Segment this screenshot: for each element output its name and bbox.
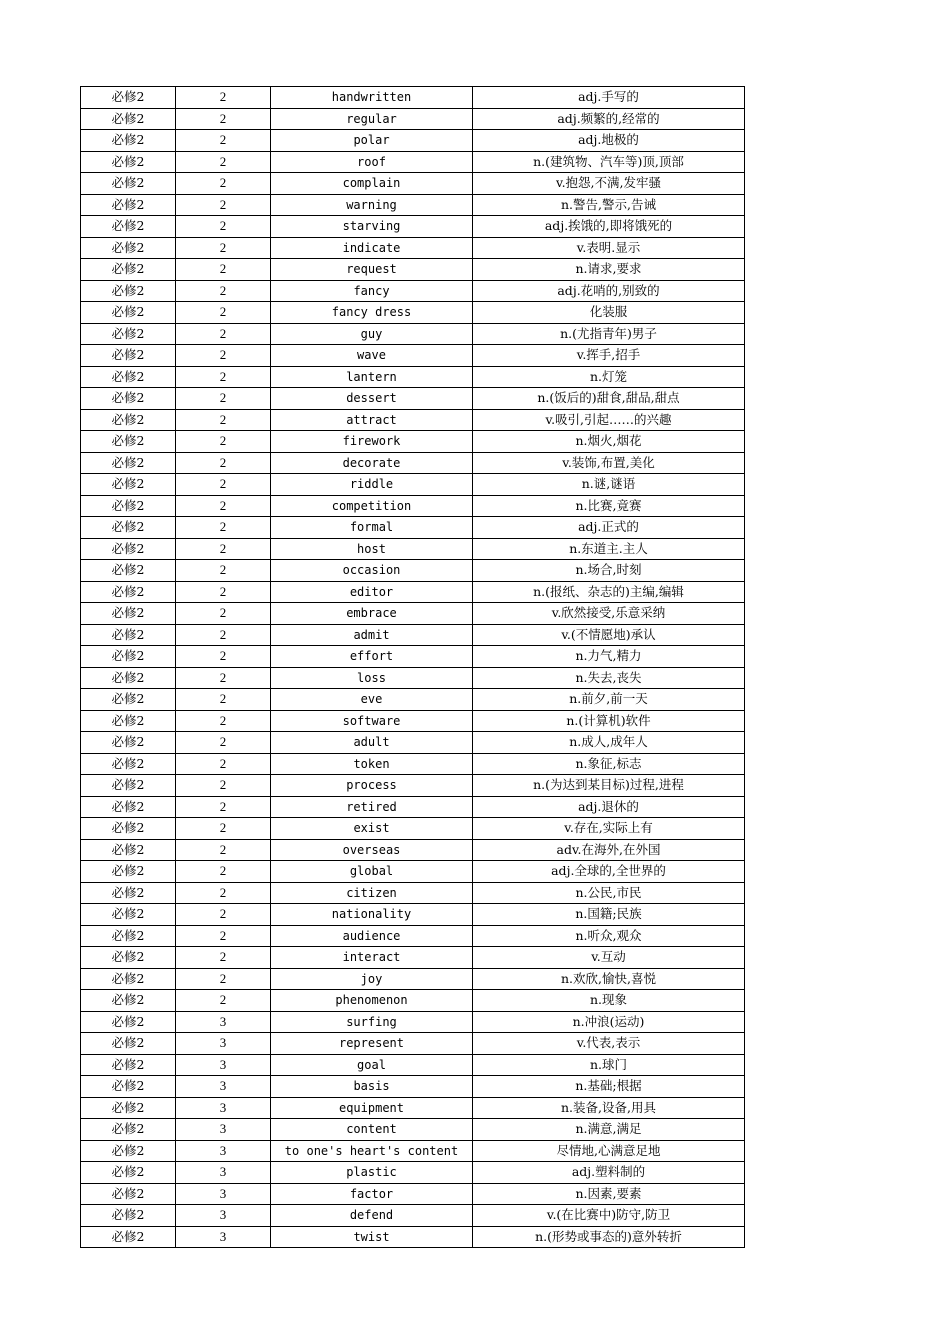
word-cell: twist [271,1226,473,1248]
book-cell: 必修2 [81,925,176,947]
book-cell: 必修2 [81,904,176,926]
table-row [81,366,745,388]
unit-cell: 2 [176,194,271,216]
meaning-cell: n.东道主.主人 [473,538,745,560]
meaning-cell: n.前夕,前一天 [473,689,745,711]
table-row [81,1140,745,1162]
table-row [81,388,745,410]
meaning-cell: adj.地极的 [473,130,745,152]
word-cell: audience [271,925,473,947]
meaning-cell: n.烟火,烟花 [473,431,745,453]
book-cell: 必修2 [81,732,176,754]
unit-cell: 2 [176,517,271,539]
table-row [81,710,745,732]
unit-cell: 2 [176,904,271,926]
book-cell: 必修2 [81,259,176,281]
unit-cell: 2 [176,839,271,861]
word-cell: loss [271,667,473,689]
table-row [81,108,745,130]
meaning-cell: n.成人,成年人 [473,732,745,754]
word-cell: lantern [271,366,473,388]
book-cell: 必修2 [81,216,176,238]
word-cell: editor [271,581,473,603]
word-cell: wave [271,345,473,367]
table-row [81,323,745,345]
unit-cell: 2 [176,323,271,345]
word-cell: request [271,259,473,281]
unit-cell: 2 [176,409,271,431]
table-row [81,1162,745,1184]
meaning-cell: n.比赛,竟赛 [473,495,745,517]
table-row [81,1119,745,1141]
word-cell: phenomenon [271,990,473,1012]
word-cell: riddle [271,474,473,496]
unit-cell: 3 [176,1054,271,1076]
table-row [81,775,745,797]
unit-cell: 2 [176,366,271,388]
table-row [81,882,745,904]
meaning-cell: n.听众,观众 [473,925,745,947]
table-row [81,173,745,195]
book-cell: 必修2 [81,130,176,152]
unit-cell: 2 [176,87,271,109]
table-row [81,689,745,711]
book-cell: 必修2 [81,409,176,431]
unit-cell: 2 [176,689,271,711]
meaning-cell: n.请求,要求 [473,259,745,281]
unit-cell: 2 [176,947,271,969]
table-row [81,431,745,453]
word-cell: to one's heart's content [271,1140,473,1162]
meaning-cell: n.现象 [473,990,745,1012]
table-row [81,409,745,431]
book-cell: 必修2 [81,753,176,775]
book-cell: 必修2 [81,1205,176,1227]
word-cell: fancy dress [271,302,473,324]
meaning-cell: adv.在海外,在外国 [473,839,745,861]
book-cell: 必修2 [81,495,176,517]
book-cell: 必修2 [81,1076,176,1098]
meaning-cell: n.(为达到某目标)过程,进程 [473,775,745,797]
unit-cell: 2 [176,108,271,130]
book-cell: 必修2 [81,108,176,130]
table-row [81,861,745,883]
meaning-cell: n.满意,满足 [473,1119,745,1141]
table-row [81,581,745,603]
book-cell: 必修2 [81,366,176,388]
book-cell: 必修2 [81,839,176,861]
unit-cell: 3 [176,1011,271,1033]
unit-cell: 2 [176,173,271,195]
word-cell: effort [271,646,473,668]
unit-cell: 2 [176,280,271,302]
table-row [81,818,745,840]
book-cell: 必修2 [81,1097,176,1119]
word-cell: eve [271,689,473,711]
meaning-cell: v.欣然接受,乐意采纳 [473,603,745,625]
table-row [81,990,745,1012]
unit-cell: 3 [176,1205,271,1227]
table-row [81,796,745,818]
book-cell: 必修2 [81,1162,176,1184]
book-cell: 必修2 [81,1011,176,1033]
meaning-cell: n.(饭后的)甜食,甜品,甜点 [473,388,745,410]
unit-cell: 2 [176,753,271,775]
table-row [81,280,745,302]
table-row [81,194,745,216]
book-cell: 必修2 [81,151,176,173]
book-cell: 必修2 [81,646,176,668]
meaning-cell: n.冲浪(运动) [473,1011,745,1033]
unit-cell: 2 [176,151,271,173]
word-cell: exist [271,818,473,840]
word-cell: dessert [271,388,473,410]
book-cell: 必修2 [81,1183,176,1205]
word-cell: complain [271,173,473,195]
table-row [81,646,745,668]
meaning-cell: adj.手写的 [473,87,745,109]
table-row [81,517,745,539]
unit-cell: 2 [176,259,271,281]
unit-cell: 2 [176,646,271,668]
meaning-cell: 尽情地,心满意足地 [473,1140,745,1162]
word-cell: basis [271,1076,473,1098]
word-cell: host [271,538,473,560]
meaning-cell: n.力气,精力 [473,646,745,668]
book-cell: 必修2 [81,689,176,711]
unit-cell: 2 [176,388,271,410]
unit-cell: 2 [176,861,271,883]
word-cell: joy [271,968,473,990]
meaning-cell: n.警告,警示,告诫 [473,194,745,216]
book-cell: 必修2 [81,517,176,539]
meaning-cell: adj.全球的,全世界的 [473,861,745,883]
book-cell: 必修2 [81,431,176,453]
table-row [81,839,745,861]
meaning-cell: n.(形势或事态的)意外转折 [473,1226,745,1248]
unit-cell: 2 [176,882,271,904]
table-row [81,452,745,474]
book-cell: 必修2 [81,452,176,474]
table-row [81,302,745,324]
unit-cell: 2 [176,968,271,990]
meaning-cell: n.公民,市民 [473,882,745,904]
table-row [81,259,745,281]
word-cell: guy [271,323,473,345]
unit-cell: 2 [176,603,271,625]
unit-cell: 2 [176,775,271,797]
book-cell: 必修2 [81,796,176,818]
meaning-cell: adj.退休的 [473,796,745,818]
table-row [81,904,745,926]
unit-cell: 2 [176,302,271,324]
meaning-cell: v.装饰,布置,美化 [473,452,745,474]
word-cell: defend [271,1205,473,1227]
word-cell: polar [271,130,473,152]
meaning-cell: v.抱怨,不满,发牢骚 [473,173,745,195]
meaning-cell: n.失去,丧失 [473,667,745,689]
meaning-cell: n.灯笼 [473,366,745,388]
book-cell: 必修2 [81,1033,176,1055]
word-cell: regular [271,108,473,130]
word-cell: factor [271,1183,473,1205]
table-row [81,538,745,560]
vocabulary-table [80,86,745,1248]
table-row [81,1011,745,1033]
meaning-cell: v.(不情愿地)承认 [473,624,745,646]
unit-cell: 2 [176,431,271,453]
unit-cell: 2 [176,237,271,259]
table-row [81,216,745,238]
book-cell: 必修2 [81,624,176,646]
table-row [81,1205,745,1227]
unit-cell: 3 [176,1183,271,1205]
meaning-cell: v.代表,表示 [473,1033,745,1055]
word-cell: surfing [271,1011,473,1033]
unit-cell: 2 [176,345,271,367]
word-cell: decorate [271,452,473,474]
vocabulary-table-body [81,87,745,1248]
table-row [81,753,745,775]
unit-cell: 2 [176,796,271,818]
table-row [81,151,745,173]
meaning-cell: n.谜,谜语 [473,474,745,496]
word-cell: software [271,710,473,732]
table-row [81,947,745,969]
meaning-cell: n.因素,要素 [473,1183,745,1205]
book-cell: 必修2 [81,603,176,625]
word-cell: goal [271,1054,473,1076]
book-cell: 必修2 [81,1140,176,1162]
table-row [81,495,745,517]
unit-cell: 2 [176,538,271,560]
book-cell: 必修2 [81,1119,176,1141]
unit-cell: 2 [176,925,271,947]
meaning-cell: adj.花哨的,别致的 [473,280,745,302]
word-cell: process [271,775,473,797]
word-cell: roof [271,151,473,173]
table-row [81,1226,745,1248]
word-cell: starving [271,216,473,238]
unit-cell: 2 [176,667,271,689]
book-cell: 必修2 [81,818,176,840]
book-cell: 必修2 [81,388,176,410]
book-cell: 必修2 [81,1054,176,1076]
book-cell: 必修2 [81,947,176,969]
book-cell: 必修2 [81,1226,176,1248]
unit-cell: 3 [176,1140,271,1162]
table-row [81,1097,745,1119]
unit-cell: 2 [176,818,271,840]
unit-cell: 2 [176,130,271,152]
meaning-cell: v.(在比赛中)防守,防卫 [473,1205,745,1227]
unit-cell: 3 [176,1033,271,1055]
book-cell: 必修2 [81,194,176,216]
word-cell: represent [271,1033,473,1055]
book-cell: 必修2 [81,345,176,367]
table-row [81,345,745,367]
book-cell: 必修2 [81,173,176,195]
book-cell: 必修2 [81,474,176,496]
book-cell: 必修2 [81,775,176,797]
word-cell: overseas [271,839,473,861]
book-cell: 必修2 [81,667,176,689]
meaning-cell: adj.频繁的,经常的 [473,108,745,130]
unit-cell: 2 [176,474,271,496]
table-row [81,237,745,259]
table-row [81,474,745,496]
unit-cell: 2 [176,581,271,603]
word-cell: occasion [271,560,473,582]
table-row [81,1183,745,1205]
word-cell: global [271,861,473,883]
meaning-cell: n.(建筑物、汽车等)顶,顶部 [473,151,745,173]
table-row [81,968,745,990]
meaning-cell: n.(尤指青年)男子 [473,323,745,345]
meaning-cell: adj.挨饿的,即将饿死的 [473,216,745,238]
word-cell: fancy [271,280,473,302]
meaning-cell: n.(报纸、杂志的)主编,编辑 [473,581,745,603]
table-row [81,925,745,947]
unit-cell: 3 [176,1119,271,1141]
book-cell: 必修2 [81,280,176,302]
table-row [81,130,745,152]
book-cell: 必修2 [81,861,176,883]
book-cell: 必修2 [81,302,176,324]
table-row [81,732,745,754]
unit-cell: 2 [176,216,271,238]
table-row [81,560,745,582]
meaning-cell: v.挥手,招手 [473,345,745,367]
word-cell: adult [271,732,473,754]
unit-cell: 3 [176,1097,271,1119]
word-cell: competition [271,495,473,517]
meaning-cell: v.表明.显示 [473,237,745,259]
unit-cell: 2 [176,732,271,754]
unit-cell: 2 [176,560,271,582]
unit-cell: 3 [176,1162,271,1184]
word-cell: formal [271,517,473,539]
word-cell: nationality [271,904,473,926]
meaning-cell: n.国籍;民族 [473,904,745,926]
word-cell: attract [271,409,473,431]
table-row [81,87,745,109]
book-cell: 必修2 [81,710,176,732]
meaning-cell: n.球门 [473,1054,745,1076]
word-cell: firework [271,431,473,453]
meaning-cell: adj.正式的 [473,517,745,539]
book-cell: 必修2 [81,990,176,1012]
meaning-cell: n.象征,标志 [473,753,745,775]
word-cell: plastic [271,1162,473,1184]
meaning-cell: v.吸引,引起……的兴趣 [473,409,745,431]
meaning-cell: adj.塑料制的 [473,1162,745,1184]
unit-cell: 2 [176,495,271,517]
word-cell: warning [271,194,473,216]
table-row [81,667,745,689]
table-row [81,1054,745,1076]
meaning-cell: v.互动 [473,947,745,969]
word-cell: interact [271,947,473,969]
table-row [81,603,745,625]
unit-cell: 2 [176,624,271,646]
word-cell: content [271,1119,473,1141]
unit-cell: 3 [176,1226,271,1248]
book-cell: 必修2 [81,237,176,259]
book-cell: 必修2 [81,968,176,990]
word-cell: handwritten [271,87,473,109]
meaning-cell: n.(计算机)软件 [473,710,745,732]
word-cell: citizen [271,882,473,904]
book-cell: 必修2 [81,560,176,582]
unit-cell: 2 [176,452,271,474]
book-cell: 必修2 [81,581,176,603]
meaning-cell: n.装备,设备,用具 [473,1097,745,1119]
word-cell: token [271,753,473,775]
meaning-cell: 化装服 [473,302,745,324]
book-cell: 必修2 [81,538,176,560]
unit-cell: 2 [176,990,271,1012]
meaning-cell: v.存在,实际上有 [473,818,745,840]
meaning-cell: n.场合,时刻 [473,560,745,582]
word-cell: retired [271,796,473,818]
word-cell: admit [271,624,473,646]
book-cell: 必修2 [81,323,176,345]
table-row [81,1033,745,1055]
meaning-cell: n.基础;根据 [473,1076,745,1098]
table-row [81,624,745,646]
word-cell: indicate [271,237,473,259]
meaning-cell: n.欢欣,愉快,喜悦 [473,968,745,990]
unit-cell: 3 [176,1076,271,1098]
unit-cell: 2 [176,710,271,732]
book-cell: 必修2 [81,882,176,904]
word-cell: embrace [271,603,473,625]
table-row [81,1076,745,1098]
word-cell: equipment [271,1097,473,1119]
book-cell: 必修2 [81,87,176,109]
